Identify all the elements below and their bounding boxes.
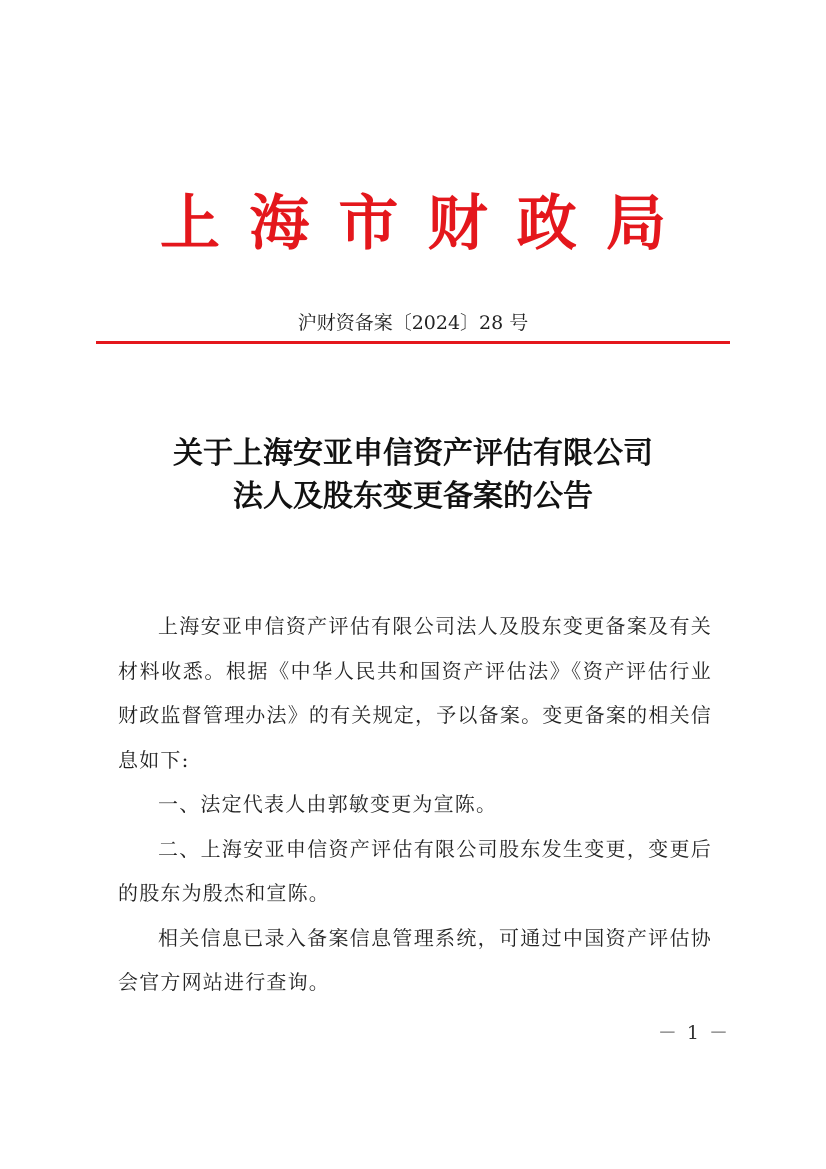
body-paragraph: 上海安亚申信资产评估有限公司法人及股东变更备案及有关材料收悉。根据《中华人民共和国资产评估法》《资产评估行业财政监督管理办法》的有关规定，予以备案。变更备案的相关信息如下:: [118, 614, 712, 772]
title-line-1: 关于上海安亚申信资产评估有限公司: [173, 436, 653, 471]
body-paragraph: 一、法定代表人由郭敏变更为宣陈。: [158, 792, 498, 816]
masthead-char: 政: [516, 189, 577, 259]
masthead-char: 财: [427, 189, 488, 259]
document-body: [118, 604, 712, 1005]
masthead-title: [96, 182, 730, 266]
title-line-2: 法人及股东变更备案的公告: [233, 479, 593, 514]
body-paragraph: 二、上海安亚申信资产评估有限公司股东发生变更，变更后的股东为殷杰和宣陈。: [118, 836, 712, 905]
masthead-char: 市: [338, 189, 399, 259]
masthead-char: 局: [605, 189, 666, 259]
document-number: 沪财资备案〔2024〕28 号: [297, 312, 529, 334]
masthead-char: 上: [160, 189, 220, 259]
document-title: [96, 432, 730, 518]
page-number: － 1 －: [657, 1022, 730, 1044]
red-divider-line: [96, 341, 730, 344]
masthead-char: 海: [249, 189, 310, 259]
body-paragraph: 相关信息已录入备案信息管理系统，可通过中国资产评估协会官方网站进行查询。: [118, 925, 712, 994]
